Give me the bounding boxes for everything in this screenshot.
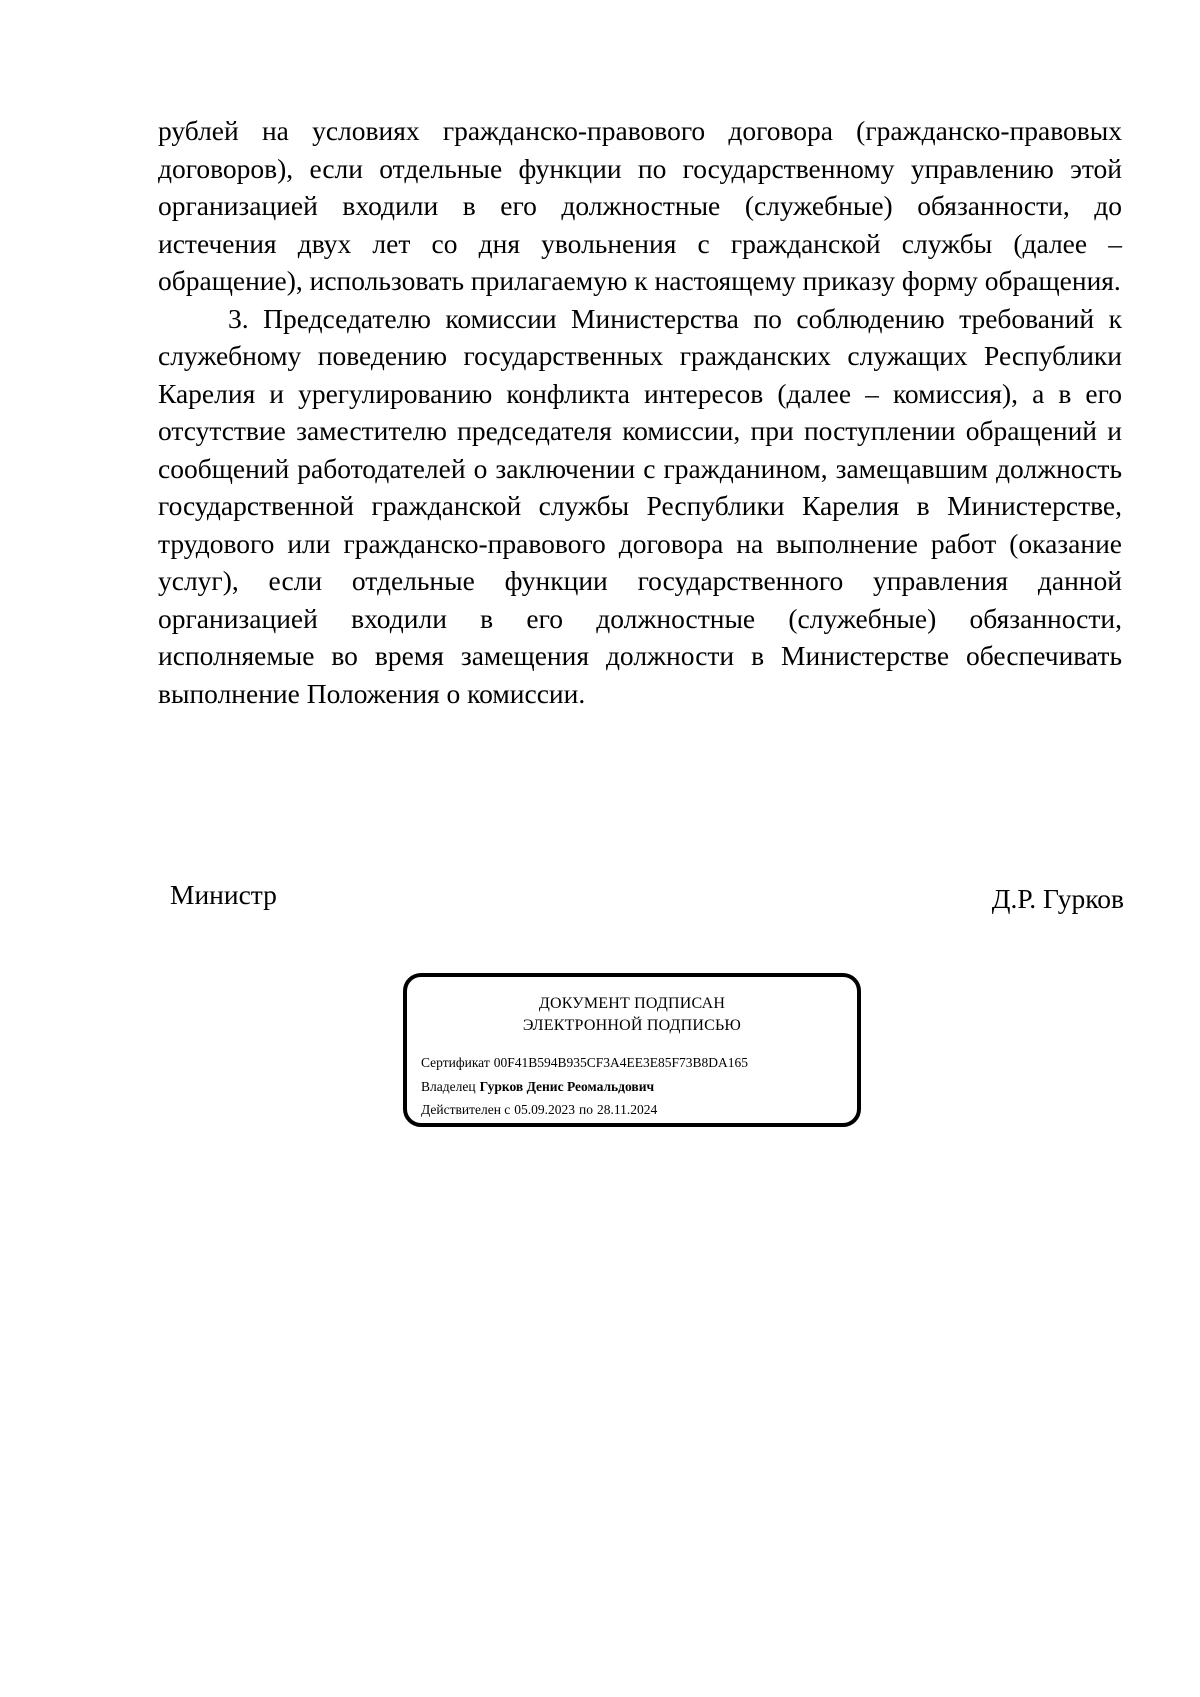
valid-to-label: по xyxy=(579,1102,594,1117)
valid-to: 28.11.2024 xyxy=(597,1102,658,1117)
stamp-owner-line xyxy=(421,1078,654,1096)
valid-label: Действителен с xyxy=(421,1102,511,1117)
paragraph-3: 3. Председателю комиссии Министерства по соблюдению требований к служебному поведению государственных гражданских служащих Республики Карелия и урегулированию конфликта интересов (далее – комиссия), а в его отсутствие заместителю председателя комиссии, при поступлении обращений и сообщений работодателей о заключении с гражданином, замещавшим должность государственной гражданской службы Республики Карелия в Министерстве, трудового или гражданско-правового договора на выполнение работ (оказание услуг), если отдельные функции государственного управления данной организацией входили в его должностные (служебные) обязанности, исполняемые во время замещения должности в Министерстве обеспечивать выполнение Положения о комиссии. xyxy=(158,302,1122,709)
certificate-label: Сертификат xyxy=(421,1055,490,1070)
stamp-header-line-1: ДОКУМЕНТ ПОДПИСАН xyxy=(538,995,726,1012)
stamp-header xyxy=(407,993,857,1037)
signatory-title: Министр xyxy=(170,879,277,910)
electronic-signature-stamp xyxy=(403,973,861,1127)
stamp-certificate-line xyxy=(421,1054,748,1072)
paragraph-continued: рублей на условиях гражданско-правового договора (гражданско-правовых договоров), если отдельные функции по государственному управлению этой организацией входили в его должностные (служебные) обязанности, до истечения двух лет со дня увольнения с гражданской службы (далее – обращение), использовать прилагаемую к настоящему приказу форму обращения. xyxy=(158,115,1122,296)
certificate-value: 00F41B594B935CF3A4EE3E85F73B8DA165 xyxy=(493,1055,749,1070)
valid-from: 05.09.2023 xyxy=(514,1102,576,1117)
document-body xyxy=(158,112,1122,712)
owner-label: Владелец xyxy=(421,1079,476,1094)
stamp-header-line-2: ЭЛЕКТРОННОЙ ПОДПИСЬЮ xyxy=(522,1017,742,1034)
stamp-validity-line xyxy=(421,1101,657,1119)
signatory-name: Д.Р. Гурков xyxy=(991,883,1124,914)
owner-value: Гурков Денис Реомальдович xyxy=(479,1079,655,1094)
